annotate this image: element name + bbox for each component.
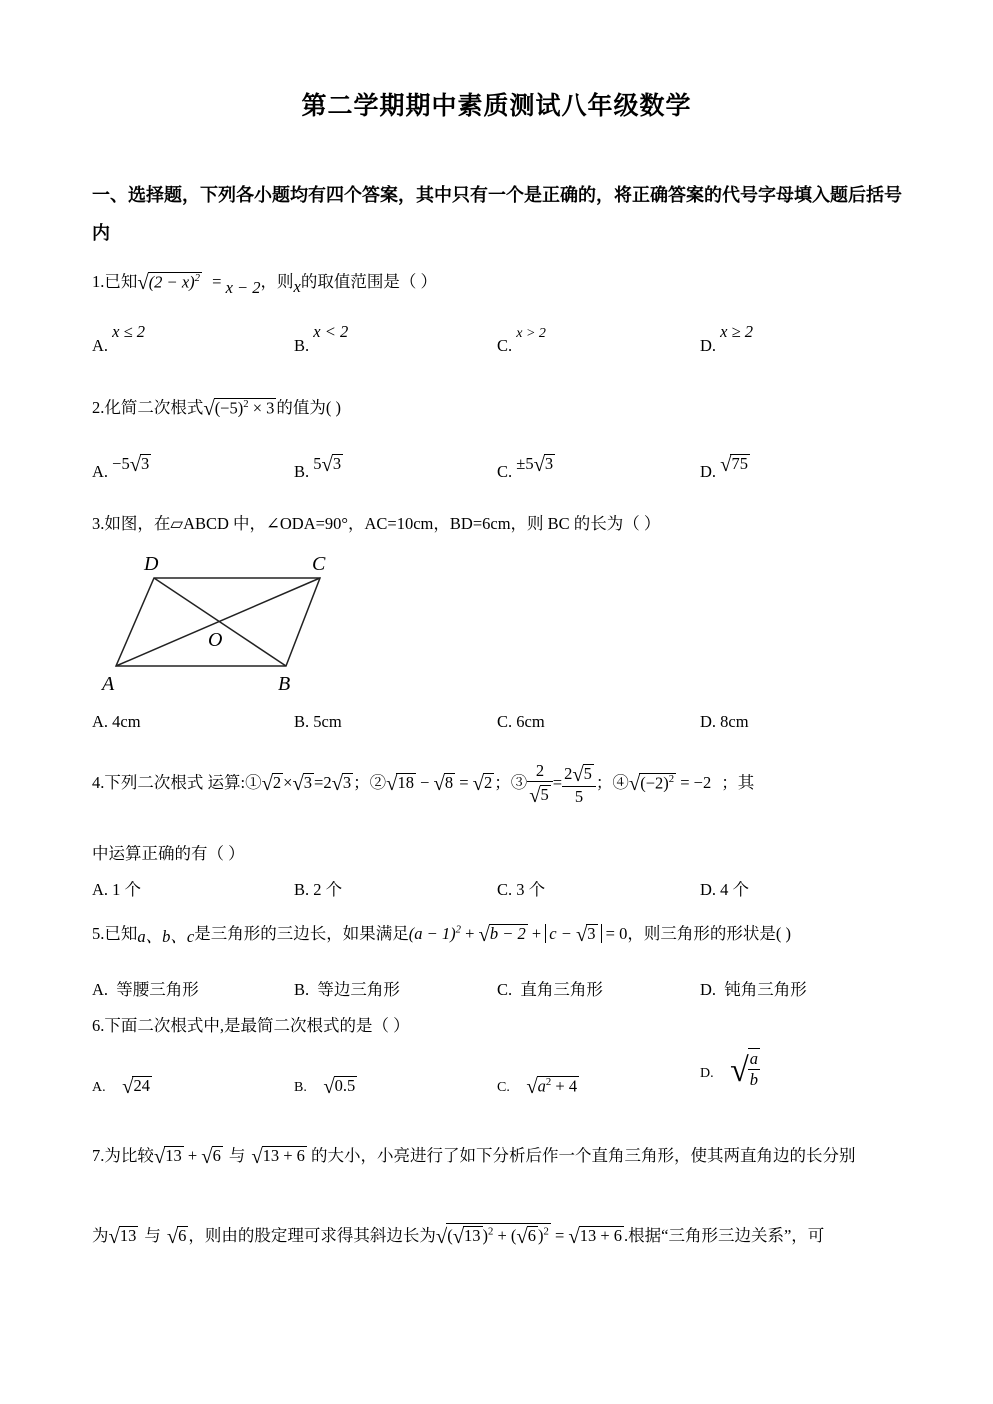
option-label: C.: [497, 462, 513, 481]
q4-e3n2r: 5: [583, 764, 592, 784]
q4-e1a: 2: [272, 773, 282, 792]
option-radicand: 3: [332, 454, 342, 473]
q5-prefix: 5.已知: [92, 924, 138, 943]
option-text: 3 个: [516, 880, 546, 899]
q4-e2eq: =: [455, 773, 473, 792]
q7-line2: 为√13 与 √6 ，则由的股定理可求得其斜边长为√(√13 )$^2$ + (√6 )$^2$ = √13 + 6 .根据“三角形三边关系”，可: [92, 1222, 824, 1247]
q4-e2a: 18: [397, 773, 414, 792]
q5-plus2: +: [527, 924, 546, 943]
q7-line2a: 为: [92, 1226, 109, 1245]
option-label: B.: [294, 462, 310, 481]
q1-suffix: 的取值范围是（ ）: [300, 272, 437, 291]
option-coef: −5: [112, 454, 130, 473]
option-label: D.: [700, 980, 717, 999]
option-text: 8cm: [720, 712, 749, 731]
q6-option-c[interactable]: C. $√a^2 + 4$: [497, 1075, 578, 1098]
option-label: A.: [92, 712, 109, 731]
q5-expr1: (a − 1): [408, 924, 456, 943]
q1-option-a[interactable]: [92, 322, 146, 355]
q3-option-d[interactable]: [700, 712, 749, 732]
q4-sep3: ；④: [595, 773, 629, 792]
question-7: 7.为比较√13 + √6 与 √13 + 6 的大小，小亮进行了如下分析后作一个直角三角形，使其两直角边的长分别: [92, 1146, 856, 1168]
q4-option-c[interactable]: [497, 876, 545, 900]
q5-eq0: = 0: [601, 924, 628, 943]
label-o: O: [208, 629, 223, 651]
option-label: D.: [700, 1065, 714, 1081]
q1-var: x: [293, 277, 301, 296]
q1-option-b[interactable]: [294, 322, 349, 355]
option-text: 1 个: [112, 880, 142, 899]
q2-suffix: 的值为( ): [276, 398, 342, 417]
q7-l2big1: 13: [464, 1226, 481, 1245]
q7-prefix: 7.为比较: [92, 1146, 154, 1165]
option-text: 等边三角形: [317, 980, 400, 999]
option-label: D.: [700, 712, 717, 731]
question-5: 5.已知a、b、c是三角形的三边长，如果满足$(a - 1)^2 + √b - 2 + c - √3 = 0$，则三角形的形状是( ): [92, 923, 791, 946]
option-label: B.: [294, 980, 310, 999]
q5-option-b[interactable]: [294, 976, 400, 1000]
q2-option-c[interactable]: C. ±5√3: [497, 454, 554, 481]
option-label: C.: [497, 1080, 510, 1095]
option-expr: x ≤ 2: [112, 322, 146, 341]
option-label: A.: [92, 1080, 106, 1095]
option-label: A.: [92, 880, 109, 899]
q7-r1: 13: [165, 1146, 182, 1165]
q4-prefix: 4.下列二次根式 运算:①: [92, 773, 262, 792]
q4-option-d[interactable]: [700, 876, 749, 900]
q4-option-b[interactable]: [294, 876, 342, 900]
q4-option-a[interactable]: [92, 876, 141, 900]
q7-l2r1: 13: [119, 1226, 137, 1245]
q1-option-d[interactable]: [700, 322, 754, 355]
label-c: C: [312, 553, 326, 575]
label-b: B: [278, 673, 291, 695]
q1-eq: =: [212, 272, 222, 291]
q3-option-a[interactable]: [92, 712, 141, 732]
option-tail: + 4: [551, 1076, 578, 1095]
q1-mid: ，则: [260, 272, 294, 291]
q7-l2sup: 2: [488, 1225, 494, 1238]
option-expr: x > 2: [516, 326, 546, 341]
q5-option-d[interactable]: [700, 976, 807, 1000]
q5-suffix: ，则三角形的形状是( ): [627, 924, 791, 943]
option-label: C.: [497, 712, 513, 731]
question-6: 6.下面二次根式中,是最简二次根式的是（ ）: [92, 1016, 410, 1035]
q6-option-d[interactable]: $_{D.}$ √ $\frac{a}{b}$: [700, 1049, 759, 1089]
q4-frac1: $\frac{2}{√5}$: [527, 761, 553, 807]
q7-l2mid: 与: [144, 1226, 161, 1245]
question-3: 3.如图，在▱ABCD 中，∠ODA=90°，AC=10cm，BD=6cm，则 BC 的长为（ ）: [92, 514, 661, 533]
q4-frac2: $\frac{2√5}{5}$: [562, 761, 596, 807]
q5-abs-text: c −: [549, 924, 576, 943]
section-heading: 一、选择题，下列各小题均有四个答案，其中只有一个是正确的，将正确答案的代号字母填入题后括号内: [92, 185, 902, 243]
q5-option-a[interactable]: [92, 976, 199, 1000]
option-text: 6cm: [516, 712, 545, 731]
option-radicand: a: [537, 1076, 546, 1095]
page-title: 第二学期期中素质测试八年级数学: [301, 93, 692, 120]
q7-suffix: 的大小，小亮进行了如下分析后作一个直角三角形，使其两直角边的长分别: [310, 1146, 856, 1165]
q4-e3eq: =: [552, 773, 563, 792]
q4-e1b: 3: [303, 773, 313, 792]
q4-e3d2: 5: [574, 787, 584, 807]
option-expr: x < 2: [313, 322, 349, 341]
option-num: a: [749, 1049, 759, 1068]
q1-rhs: x − 2: [225, 278, 261, 297]
q4-sep1: ；②: [353, 773, 387, 792]
option-expr: x ≥ 2: [720, 322, 754, 341]
q4-e3n: 2: [527, 761, 553, 782]
q4-e4sup: 2: [668, 772, 675, 785]
option-text: 等腰三角形: [116, 980, 199, 999]
q5-rad1: b − 2: [489, 924, 526, 943]
q2-option-d[interactable]: D. √75: [700, 454, 748, 481]
q1-option-c[interactable]: [497, 322, 546, 355]
option-label: C.: [497, 980, 513, 999]
q7-l2big2: 6: [527, 1226, 536, 1245]
option-label: B.: [294, 712, 310, 731]
q4-e1c: =2: [314, 773, 332, 792]
q7-l2eq: =: [550, 1226, 569, 1245]
question-4: 4.下列二次根式 运算:①√2 ×√3 =2√3 ；②√18 − √8 = √2 ；③ $\frac{2}{√5}$ = $\frac{2√5}{5}$ ；$④√(-2)^2 = -2$ ；其: [92, 761, 755, 808]
option-text: 5cm: [313, 712, 342, 731]
option-text: 直角三角形: [520, 980, 603, 999]
option-radicand: 24: [133, 1076, 150, 1095]
parallelogram-figure: [96, 546, 336, 696]
option-den: b: [749, 1069, 759, 1089]
q7-l2r3: 13 + 6: [579, 1226, 623, 1245]
option-coef: 5: [313, 454, 322, 473]
option-label: C.: [497, 336, 513, 355]
q4-e3n2: 2: [564, 764, 573, 784]
q2-option-a[interactable]: A. −5√3: [92, 454, 150, 481]
option-radicand: 75: [731, 454, 748, 473]
q4-e4: (−2): [640, 773, 669, 792]
q7-l2text: ，则由的股定理可求得其斜边长为: [188, 1226, 436, 1245]
label-d: D: [144, 553, 159, 575]
option-label: D.: [700, 462, 717, 481]
q4-e1x: ×: [283, 773, 293, 792]
q5-plus: +: [460, 924, 479, 943]
q5-sup: 2: [455, 923, 461, 936]
q2-times: × 3: [252, 398, 275, 417]
q2-option-b[interactable]: B. 5√3: [294, 454, 342, 481]
q4-e4eq: = −2: [676, 773, 712, 792]
q1-prefix: 1.已知: [92, 272, 138, 291]
option-text: 4cm: [112, 712, 141, 731]
option-text: 钝角三角形: [724, 980, 807, 999]
option-radicand: 3: [141, 454, 150, 473]
q5-option-c[interactable]: [497, 976, 603, 1000]
option-label: B.: [294, 1080, 307, 1095]
q7-r3: 13 + 6: [262, 1146, 305, 1165]
q4-e1d: 3: [342, 773, 352, 792]
option-radicand: 3: [544, 454, 554, 473]
q7-l2tail: .根据“三角形三边关系”，可: [624, 1226, 825, 1245]
q7-r2: 6: [212, 1146, 221, 1165]
question-1: 1.已知$√(2 - x)^2 = x - 2$，则x的取值范围是（ ）: [92, 271, 437, 297]
q2-sup: 2: [243, 397, 249, 410]
option-label: D.: [700, 880, 717, 899]
q6-option-b[interactable]: B. √0.5: [294, 1076, 356, 1098]
q7-mid: 与: [228, 1146, 246, 1165]
q6-option-a[interactable]: A. √24: [92, 1076, 150, 1098]
option-label: C.: [497, 880, 513, 899]
q3-option-c[interactable]: [497, 712, 545, 732]
q1-sup: 2: [194, 271, 200, 284]
q4-sep2: ；③: [494, 773, 528, 792]
option-coef: ±5: [516, 454, 534, 473]
q7-l2r2: 6: [178, 1226, 187, 1245]
diagonal-bd: [154, 578, 286, 666]
q4-e2c: 2: [483, 773, 493, 792]
q1-radicand: (2 − x): [148, 272, 195, 291]
q4-e2m: −: [415, 773, 434, 792]
option-label: A.: [92, 980, 109, 999]
q3-option-b[interactable]: [294, 712, 342, 732]
q4-suffix: ；其: [721, 773, 755, 792]
option-label: B.: [294, 880, 310, 899]
option-sup: 2: [545, 1075, 552, 1088]
option-label: D.: [700, 336, 717, 355]
q4-e2b: 8: [444, 773, 454, 792]
question-2: 2.化简二次根式$√(-5)^2 \times 3$ 的值为( ): [92, 397, 342, 420]
q7-plus: +: [183, 1146, 202, 1165]
option-radicand: 0.5: [334, 1076, 356, 1095]
option-text: 4 个: [720, 880, 750, 899]
diagonal-ac: [116, 578, 320, 666]
q5-vars: a、b、c: [137, 927, 195, 946]
q4-e3d: 5: [540, 785, 549, 805]
option-label: A.: [92, 336, 109, 355]
q2-radicand: (−5): [214, 398, 244, 417]
option-label: A.: [92, 462, 109, 481]
q5-mid: 是三角形的三边长，如果满足: [194, 924, 409, 943]
q5-absrad: 3: [587, 924, 596, 943]
q5-abs: c − √3: [545, 924, 601, 943]
option-text: 2 个: [313, 880, 343, 899]
q2-prefix: 2.化简二次根式: [92, 398, 204, 417]
label-a: A: [102, 673, 115, 695]
option-label: B.: [294, 336, 310, 355]
q4-line2: 中运算正确的有（ ）: [92, 844, 245, 863]
